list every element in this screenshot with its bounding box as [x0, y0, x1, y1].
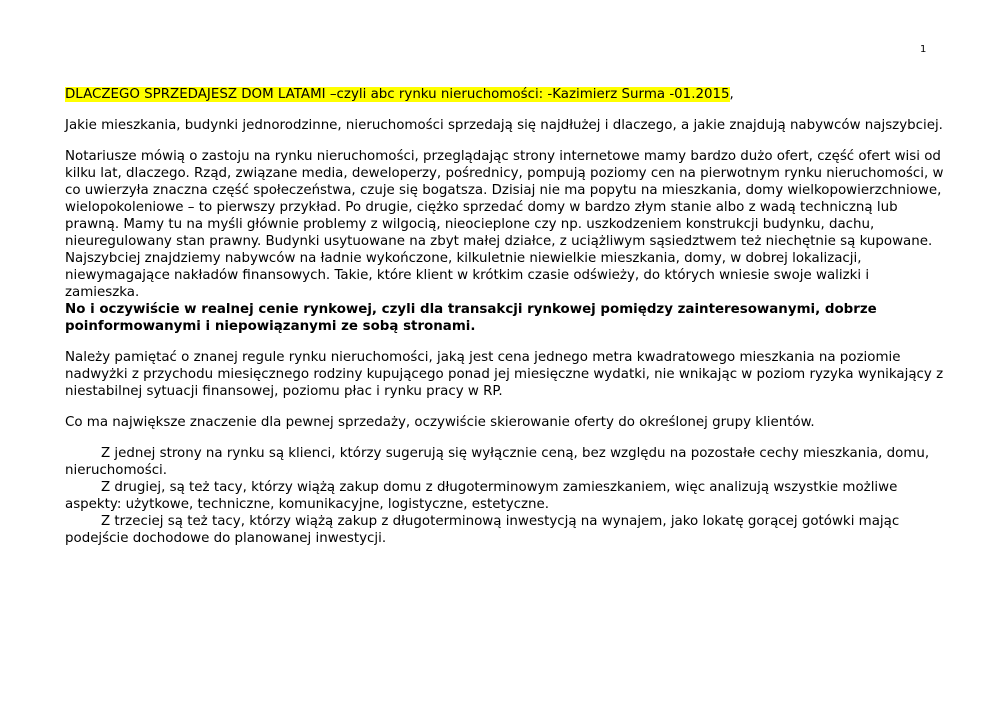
paragraph-intro: Jakie mieszkania, budynki jednorodzinne, nieruchomości sprzedają się najdłużej i dlaczego, a jakie znajdują nabywców najszybciej. [65, 118, 943, 133]
paragraph-second-group: Z drugiej, są też tacy, którzy wiążą zakup domu z długoterminowym zamieszkaniem, więc analizują wszystkie możliwe aspekty: użytkowe, techniczne, komunikacyjne, logistyczne, estetyczne. [65, 480, 898, 512]
page-number: 1 [920, 44, 927, 55]
paragraph-rule: Należy pamiętać o znanej regule rynku nieruchomości, jaką jest cena jednego metra kwadratowego mieszkania na poziomie nadwyżki z przychodu miesięcznego rodziny kupującego ponad jej miesięczne wydatki, nie wnikając w poziom ryzyka wynikający z niestabilnej sytuacji finansowej, poziomu płac i rynku pracy w RP. [65, 350, 944, 399]
paragraph-first-group: Z jednej strony na rynku są klienci, którzy sugerują się wyłącznie ceną, bez względu na pozostałe cechy mieszkania, domu, nieruchomości. [65, 446, 930, 478]
document-title: DLACZEGO SPRZEDAJESZ DOM LATAMI –czyli abc rynku nieruchomości: -Kazimierz Surma -01.2015 [65, 87, 730, 102]
paragraph-market-price: No i oczywiście w realnej cenie rynkowej, czyli dla transakcji rynkowej pomiędzy zainteresowanymi, dobrze poinformowanymi i niepowiązanymi ze sobą stronami. [65, 302, 877, 334]
title-line [65, 86, 945, 103]
document-body [65, 86, 945, 547]
paragraph-significance: Co ma największe znaczenie dla pewnej sprzedaży, oczywiście skierowanie oferty do określonej grupy klientów. [65, 415, 815, 430]
paragraph-notaries: Notariusze mówią o zastoju na rynku nieruchomości, przeglądając strony internetowe mamy bardzo dużo ofert, część ofert wisi od kilku lat, dlaczego. Rząd, związane media, deweloperzy, pośrednicy, pompują poziomy cen na pierwotnym rynku nieruchomości, w co uwierzyła znaczna część społeczeństwa, czuje się bogatsza. Dzisiaj nie ma popytu na mieszkania, domy wielkopowierzchniowe, wielopokoleniowe – to pierwszy przykład. Po drugie, ciężko sprzedać domy w bardzo złym stanie albo z wadą techniczną lub prawną. Mamy tu na myśli głównie problemy z wilgocią, nieocieplone czy np. uszkodzeniem konstrukcji budynku, dachu, nieuregulowany stan prawny. Budynki usytuowane na zbyt małej działce, z uciążliwym sąsiedztwem też niechętnie są kupowane. Najszybciej znajdziemy nabywców na ładnie wykończone, kilkuletnie niewielkie mieszkania, domy, w dobrej lokalizacji, niewymagające nakładów finansowych. Takie, które klient w krótkim czasie odświeży, do których wniesie swoje walizki i zamieszka. [65, 149, 944, 300]
paragraph-third-group: Z trzeciej są też tacy, którzy wiążą zakup z długoterminową inwestycją na wynajem, jako lokatę gorącej gotówki mając podejście dochodowe do planowanej inwestycji. [65, 514, 900, 546]
title-suffix: , [729, 87, 734, 102]
